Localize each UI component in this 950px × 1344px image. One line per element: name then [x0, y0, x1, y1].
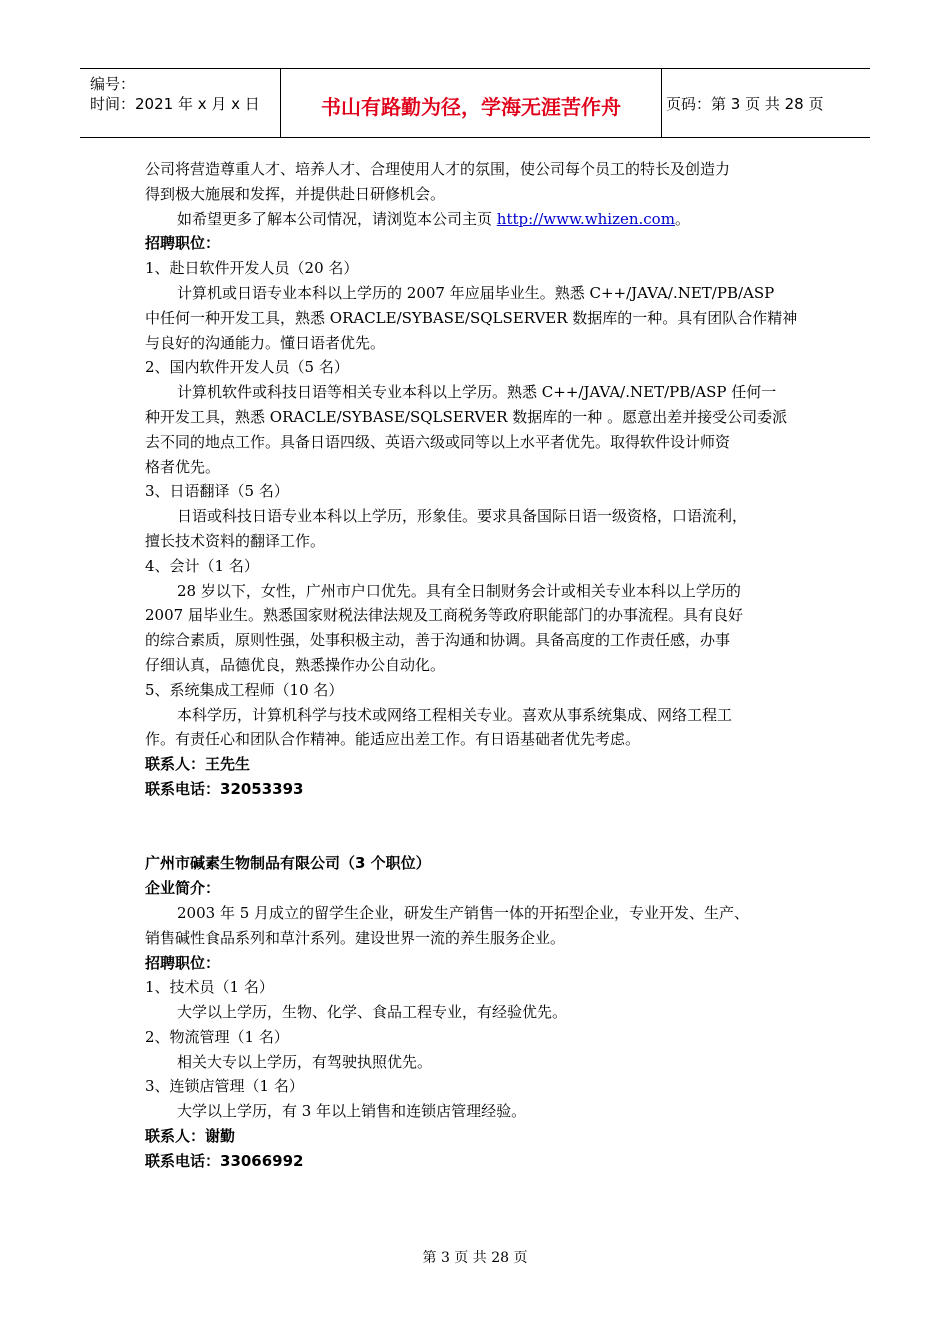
job-desc-line: 本科学历，计算机科学与技术或网络工程相关专业。喜欢从事系统集成、网络工程工: [177, 705, 733, 724]
job-title: 5、系统集成工程师（10 名）: [145, 680, 344, 699]
contact-phone: 联系电话：32053393: [145, 779, 304, 798]
job-desc-line: 28 岁以下，女性，广州市户口优先。具有全日制财务会计或相关专业本科以上学历的: [177, 581, 741, 600]
job-title: 3、日语翻译（5 名）: [145, 482, 289, 501]
job-desc-line: 2007 届毕业生。熟悉国家财税法律法规及工商税务等政府职能部门的办事流程。具有良好: [145, 606, 743, 625]
job-desc-line: 擅长技术资料的翻译工作。: [145, 531, 326, 550]
job-title: 1、赴日软件开发人员（20 名）: [145, 259, 359, 278]
intro-line: 销售碱性食品系列和草汁系列。建设世界一流的养生服务企业。: [145, 928, 566, 947]
job-desc-line: 大学以上学历，生物、化学、食品工程专业，有经验优先。: [177, 1003, 568, 1022]
job-desc-line: 计算机软件或科技日语等相关专业本科以上学历。熟悉 C++/JAVA/.NET/PB/ASP 任何一: [177, 383, 777, 402]
intro-line: 2003 年 5 月成立的留学生企业，研发生产销售一体的开拓型企业，专业开发、生产、: [177, 903, 750, 922]
job-desc-line: 日语或科技日语专业本科以上学历，形象佳。要求具备国际日语一级资格，口语流利，: [177, 507, 748, 526]
job-desc-line: 去不同的地点工作。具备日语四级、英语六级或同等以上水平者优先。取得软件设计师资: [145, 432, 731, 451]
document-number: 编号：: [90, 75, 136, 93]
job-desc-line: 中任何一种开发工具，熟悉 ORACLE/SYBASE/SQLSERVER 数据库的一种。具有团队合作精神: [145, 308, 798, 327]
website-suffix: 。: [674, 209, 690, 228]
intro-line: 得到极大施展和发挥，并提供赴日研修机会。: [145, 184, 446, 203]
positions-heading: 招聘职位：: [145, 234, 221, 253]
intro-line: 公司将营造尊重人才、培养人才、合理使用人才的氛围，使公司每个员工的特长及创造力: [145, 160, 731, 178]
job-desc-line: 与良好的沟通能力。懂日语者优先。: [145, 333, 386, 352]
header-motto-cell: [280, 69, 662, 137]
job-title: 2、物流管理（1 名）: [145, 1027, 289, 1046]
job-desc-line: 种开发工具，熟悉 ORACLE/SYBASE/SQLSERVER 数据库的一种 。愿意出差并接受公司委派: [145, 407, 788, 426]
intro-heading: 企业简介：: [145, 879, 221, 898]
document-body: [145, 157, 815, 1174]
header-page-cell: [660, 69, 870, 137]
job-title: 3、连锁店管理（1 名）: [145, 1077, 304, 1096]
contact-person: 联系人：谢勤: [145, 1127, 236, 1146]
contact-phone: 联系电话：33066992: [145, 1151, 304, 1170]
job-desc-line: 计算机或日语专业本科以上学历的 2007 年应届毕业生。熟悉 C++/JAVA/.NET/PB/ASP: [177, 283, 775, 302]
website-link[interactable]: http://www.whizen.com: [496, 209, 675, 228]
website-line: [145, 207, 815, 232]
job-title: 2、国内软件开发人员（5 名）: [145, 358, 349, 377]
job-desc-line: 格者优先。: [145, 457, 221, 476]
header-meta-cell: [80, 69, 280, 137]
page-info: 页码：第 3 页 共 28 页: [666, 95, 824, 113]
job-desc-line: 大学以上学历，有 3 年以上销售和连锁店管理经验。: [177, 1102, 527, 1121]
motto-text: 书山有路勤为径，学海无涯苦作舟: [321, 95, 621, 119]
contact-person: 联系人：王先生: [145, 755, 251, 774]
company-name: 广州市碱素生物制品有限公司（3 个职位）: [145, 854, 431, 873]
document-time: 时间：2021 年 x 月 x 日: [90, 95, 260, 113]
job-title: 1、技术员（1 名）: [145, 978, 274, 997]
page-footer: 第 3 页 共 28 页: [422, 1250, 528, 1266]
job-desc-line: 的综合素质，原则性强，处事积极主动，善于沟通和协调。具备高度的工作责任感，办事: [145, 631, 731, 650]
positions-heading: 招聘职位：: [145, 953, 221, 972]
job-desc-line: 相关大专以上学历，有驾驶执照优先。: [177, 1052, 433, 1071]
website-prefix: 如希望更多了解本公司情况，请浏览本公司主页: [177, 209, 497, 228]
job-desc-line: 仔细认真，品德优良，熟悉操作办公自动化。: [145, 655, 446, 674]
job-desc-line: 作。有责任心和团队合作精神。能适应出差工作。有日语基础者优先考虑。: [145, 730, 641, 749]
section-spacer: [145, 802, 815, 852]
page-header: [80, 68, 870, 138]
job-title: 4、会计（1 名）: [145, 556, 259, 575]
